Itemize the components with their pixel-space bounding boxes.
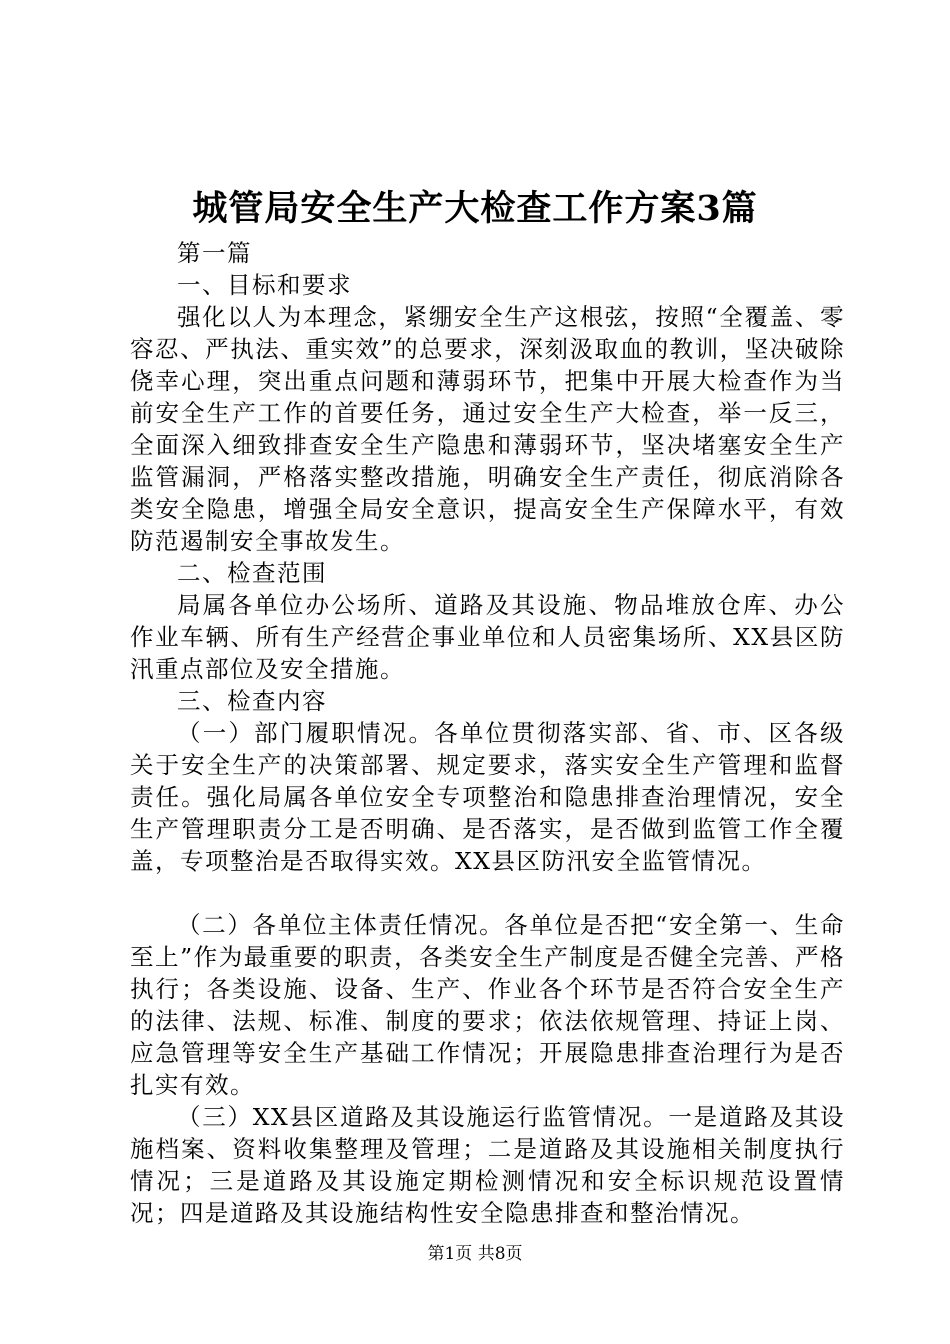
- document-title: 城管局安全生产大检查工作方案3篇: [192, 188, 758, 229]
- paragraph-goals: 强化以人为本理念，紧绷安全生产这根弦，按照“全覆盖、零容忍、严执法、重实效”的总要求，深刻汲取血的教训，坚决破除侥幸心理，突出重点问题和薄弱环节，把集中开展大检查作为当前安全生产工作的首要任务，通过安全生产大检查，举一反三，全面深入细致排查安全生产隐患和薄弱环节，坚决堵塞安全生产监管漏洞，严格落实整改措施，明确安全生产责任，彻底消除各类安全隐患，增强全局安全意识，提高安全生产保障水平，有效防范遏制安全事故发生。: [130, 303, 845, 555]
- heading-content: 三、检查内容: [177, 687, 327, 715]
- paragraph-item-1: （一）部门履职情况。各单位贯彻落实部、省、市、区各级关于安全生产的决策部署、规定要求，落实安全生产管理和监督责任。强化局属各单位安全专项整治和隐患排查治理情况，安全生产管理职责分工是否明确、是否落实，是否做到监管工作全覆盖，专项整治是否取得实效。XX县区防汛安全监管情况。: [130, 719, 845, 875]
- paragraph-item-3: （三）XX县区道路及其设施运行监管情况。一是道路及其设施档案、资料收集整理及管理；二是道路及其设施相关制度执行情况；三是道路及其设施定期检测情况和安全标识规范设置情况；四是道路及其设施结构性安全隐患排查和整治情况。: [130, 1103, 845, 1227]
- page-footer: 第1页 共8页: [427, 1244, 523, 1264]
- section-label: 第一篇: [177, 239, 252, 267]
- document-body: [130, 237, 845, 1229]
- heading-scope: 二、检查范围: [177, 559, 327, 587]
- paragraph-item-2: （二）各单位主体责任情况。各单位是否把“安全第一、生命至上”作为最重要的职责，各类安全生产制度是否健全完善、严格执行；各类设施、设备、生产、作业各个环节是否符合安全生产的法律、法规、标准、制度的要求；依法依规管理、持证上岗、应急管理等安全生产基础工作情况；开展隐患排查治理行为是否扎实有效。: [130, 911, 845, 1099]
- paragraph-scope: 局属各单位办公场所、道路及其设施、物品堆放仓库、办公作业车辆、所有生产经营企事业单位和人员密集场所、XX县区防汛重点部位及安全措施。: [130, 591, 845, 683]
- heading-goals: 一、目标和要求: [177, 271, 352, 299]
